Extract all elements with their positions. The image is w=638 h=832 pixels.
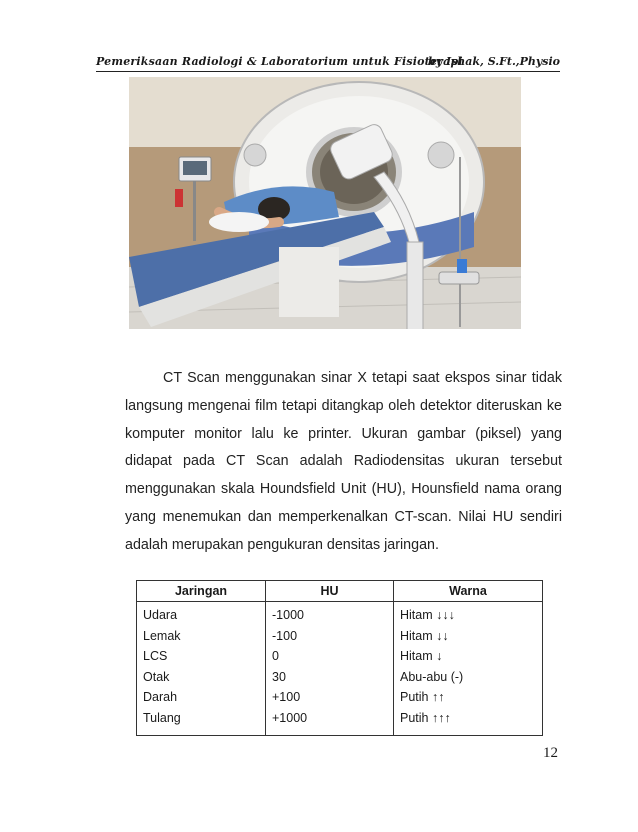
body-paragraph bbox=[125, 365, 562, 560]
header-warna: Warna bbox=[394, 581, 543, 602]
header-jaringan: Jaringan bbox=[137, 581, 266, 602]
table-cell: Hitam ↓ bbox=[400, 649, 443, 664]
warna-column bbox=[394, 602, 543, 736]
header-title: Pemeriksaan Radiologi & Laboratorium untuk Fisioterapi bbox=[96, 55, 463, 68]
paragraph-text: CT Scan menggunakan sinar X tetapi saat ekspos sinar tidak langsung mengenai film tetapi ditangkap oleh detektor diteruskan ke komputer monitor lalu ke printer. Ukuran gambar (piksel) yang didapat pada CT Scan adalah Radiodensitas ukuran tersebut menggunakan skala Houndsfield Unit (HU), Hounsfield nama orang yang menemukan dan memperkenalkan CT-scan. Nilai HU sendiri adalah merupakan pengukuran densitas jaringan. bbox=[125, 370, 562, 553]
table-cell: Udara bbox=[143, 608, 178, 622]
table-cell: Lemak bbox=[143, 628, 181, 643]
table-cell: Otak bbox=[143, 669, 170, 684]
table-cell: -100 bbox=[272, 628, 298, 643]
table-cell: Tulang bbox=[143, 710, 181, 725]
table-cell: Hitam ↓↓↓ bbox=[400, 608, 455, 622]
table-cell: -1000 bbox=[272, 608, 304, 622]
table-cell: Putih ↑↑ bbox=[400, 690, 445, 705]
jaringan-column bbox=[137, 602, 266, 736]
table-cell: Hitam ↓↓ bbox=[400, 628, 449, 643]
table-cell: LCS bbox=[143, 649, 168, 664]
table-cell: 30 bbox=[272, 669, 286, 684]
table-cell: Darah bbox=[143, 690, 178, 705]
table-row bbox=[137, 602, 543, 736]
hu-column bbox=[266, 602, 394, 736]
table-cell: 0 bbox=[272, 649, 279, 664]
header-author: by Ishak, S.Ft.,Physio bbox=[428, 55, 560, 68]
header-hu: HU bbox=[266, 581, 394, 602]
table-cell: +1000 bbox=[272, 710, 308, 725]
table-header-row bbox=[137, 581, 543, 602]
running-header bbox=[96, 51, 560, 72]
page-number: 12 bbox=[543, 745, 558, 761]
hu-table bbox=[136, 580, 543, 736]
table-cell: Abu-abu (-) bbox=[400, 669, 464, 684]
table-cell: +100 bbox=[272, 690, 301, 705]
ct-scanner-illustration bbox=[129, 77, 521, 329]
ct-scanner-photo bbox=[129, 77, 521, 329]
table-cell: Putih ↑↑↑ bbox=[400, 710, 451, 725]
